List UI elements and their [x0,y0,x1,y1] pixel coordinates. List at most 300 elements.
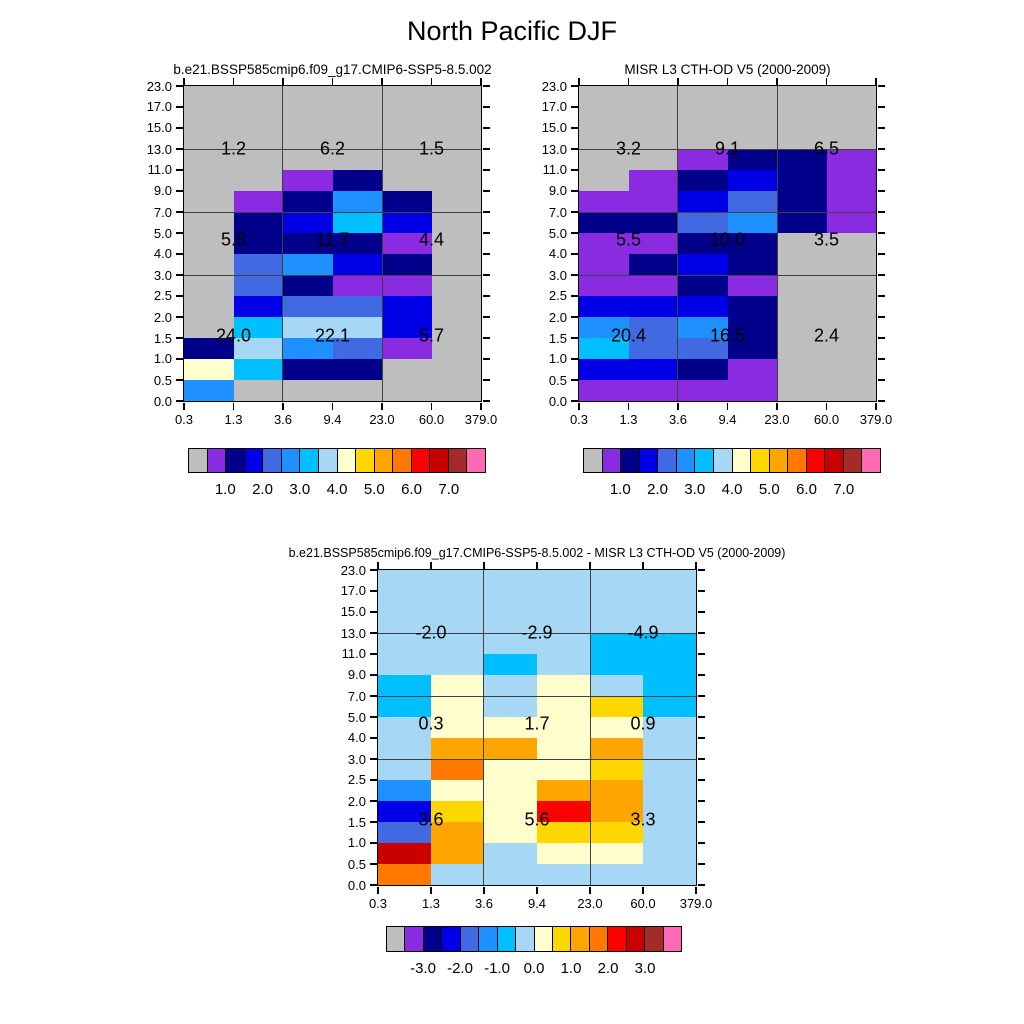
y-tick-label: 3.0 [153,267,172,283]
y-tick-label: 1.0 [153,351,172,367]
colorbar-swatch [552,927,570,951]
y-tick-mark [176,127,183,129]
panel-diff [288,546,786,911]
y-tick-label: 0.5 [153,372,172,388]
heatmap-cell [537,591,590,612]
heatmap-cell [629,296,679,317]
vertical-gridline [590,570,591,885]
y-tick-label: 11.0 [542,162,567,178]
colorbar-label: 4.0 [326,481,348,498]
y-tick-mark [176,358,183,360]
heatmap-cell [590,843,643,864]
heatmap-cell [378,675,431,696]
heatmap-cell [484,738,537,759]
colorbar-swatch [207,449,226,472]
colorbar-swatch [769,449,788,472]
colorbar-model [188,448,486,498]
y-tick-mark [370,632,377,634]
y-tick-mark [370,611,377,613]
colorbar-swatch [189,449,207,472]
colorbar-label: 5.0 [363,481,385,498]
heatmap-cell [431,570,484,591]
colorbar-label: -1.0 [484,960,510,977]
x-tick-mark [677,78,679,85]
heatmap-cell [537,843,590,864]
x-tick-label: 379.0 [464,412,498,427]
x-tick-mark [589,562,591,569]
heatmap-cell [184,254,234,275]
y-tick-label: 2.0 [153,309,172,325]
heatmap-cell [777,191,827,212]
x-tick-mark [826,78,828,85]
x-tick-mark [431,78,433,85]
heatmap-cell [432,254,482,275]
colorbar-swatch [676,449,695,472]
heatmap-cell [431,738,484,759]
heatmap-cell [431,675,484,696]
y-tick-label: 17.0 [146,99,172,115]
heatmap-cell [184,275,234,296]
heatmap-cell [643,864,696,885]
y-tick-mark [571,106,578,108]
y-tick-label: 11.0 [341,646,366,662]
overlay-value: 1.5 [418,138,445,159]
y-tick-mark [878,190,885,192]
y-tick-label: 7.0 [347,688,366,704]
colorbar-swatch [657,449,676,472]
x-tick-label: 23.0 [369,412,395,427]
colorbar-label: 7.0 [438,481,460,498]
heatmap-cell [382,191,432,212]
vertical-gridline [382,86,383,401]
y-tick-mark [483,85,490,87]
heatmap-cell [728,107,778,128]
x-tick-mark [480,403,482,410]
heatmap-cell [283,170,333,191]
y-tick-label: 1.0 [548,351,567,367]
y-tick-mark [878,106,885,108]
colorbar-label: 0.0 [523,960,545,977]
heatmap-cell [629,380,679,401]
colorbar-swatch [515,927,533,951]
heatmap-cell [432,191,482,212]
heatmap-cell [590,591,643,612]
y-tick-mark [176,295,183,297]
colorbar-swatch [732,449,751,472]
x-tick-label: 1.3 [224,412,243,427]
overlay-value: 3.5 [813,229,840,250]
horizontal-gridline [579,212,876,213]
heatmap-cell [484,591,537,612]
y-tick-mark [370,653,377,655]
heatmap-cell [184,359,234,380]
y-tick-label: 0.0 [347,877,366,893]
heatmap-cell [777,275,827,296]
overlay-value: 3.6 [418,809,444,830]
y-tick-label: 4.0 [548,246,567,262]
y-tick-mark [698,884,705,886]
heatmap-cell [234,86,284,107]
heatmap-cell [827,296,877,317]
colorbar-swatch [460,927,478,951]
y-tick-mark [571,274,578,276]
x-tick-mark [282,403,284,410]
heatmap-cell [537,864,590,885]
overlay-value: 16.5 [709,325,746,346]
heatmap-cell [234,254,284,275]
x-tick-mark [578,403,580,410]
heatmap-cell [678,254,728,275]
y-tick-mark [176,253,183,255]
y-tick-mark [878,274,885,276]
heatmap-cell [777,296,827,317]
y-tick-mark [483,295,490,297]
heatmap-cell [678,296,728,317]
colorbar-swatch [534,927,552,951]
heatmap-cell [283,275,333,296]
y-tick-mark [571,232,578,234]
y-tick-label: 5.0 [153,225,172,241]
overlay-value: 6.2 [319,138,346,159]
x-tick-label: 3.6 [273,412,293,427]
x-tick-label: 1.3 [619,412,638,427]
y-tick-mark [483,379,490,381]
y-tick-mark [176,232,183,234]
horizontal-gridline [579,275,876,276]
heatmap-cell [234,191,284,212]
heatmap-cell [382,275,432,296]
heatmap-cell [537,570,590,591]
overlay-value: 24.0 [215,325,252,346]
colorbar-swatch [337,449,356,472]
colorbar-label: 3.0 [634,960,656,977]
x-tick-mark [727,403,729,410]
heatmap-cell [728,380,778,401]
heatmap-cell [827,254,877,275]
x-tick-mark [233,403,235,410]
y-tick-mark [370,737,377,739]
heatmap-cell [728,275,778,296]
y-tick-mark [878,400,885,402]
heatmap-cell [590,780,643,801]
y-tick-label: 0.5 [347,856,366,872]
heatmap-cell [537,654,590,675]
y-tick-mark [698,674,705,676]
overlay-value: 9.1 [714,138,741,159]
colorbar-swatch [620,449,639,472]
x-tick-label: 9.4 [323,412,342,427]
heatmap-cell [643,675,696,696]
overlay-value: 20.4 [610,325,647,346]
heatmap-cell [579,107,629,128]
colorbar-diff [386,926,682,977]
heatmap-cell [643,843,696,864]
heatmap-cell [333,380,383,401]
heatmap-cell [283,380,333,401]
heatmap-cell [378,591,431,612]
y-tick-mark [698,821,705,823]
overlay-value: 6.5 [813,138,840,159]
heatmap-cell [629,254,679,275]
x-tick-label: 0.3 [569,412,589,427]
y-tick-mark [483,400,490,402]
heatmap-cell [382,380,432,401]
heatmap-cell [643,759,696,780]
heatmap-cell [378,864,431,885]
horizontal-gridline [184,212,481,213]
y-tick-mark [698,716,705,718]
y-tick-label: 11.0 [147,162,172,178]
heatmap-cell [590,654,643,675]
y-tick-mark [698,842,705,844]
y-tick-mark [698,737,705,739]
y-tick-label: 1.5 [347,814,366,830]
colorbar-swatch [570,927,588,951]
x-tick-label: 0.3 [174,412,194,427]
y-tick-mark [878,379,885,381]
y-tick-mark [571,358,578,360]
heatmap-cell [234,296,284,317]
y-tick-label: 3.0 [548,267,567,283]
y-tick-mark [698,800,705,802]
colorbar-label: 3.0 [684,481,706,498]
colorbar-swatch [225,449,244,472]
colorbar-swatch [466,449,485,472]
heatmap-cell [432,359,482,380]
y-tick-mark [483,169,490,171]
colorbar-boxes [386,926,682,952]
heatmap-cell [283,191,333,212]
y-tick-mark [483,106,490,108]
y-tick-label: 4.0 [153,246,172,262]
x-tick-label: 0.3 [368,896,388,911]
heatmap-cell [283,107,333,128]
heatmap-cell [431,864,484,885]
horizontal-gridline [378,759,696,760]
colorbar-swatch [374,449,393,472]
heatmap-cell [234,170,284,191]
y-tick-label: 7.0 [153,204,172,220]
heatmap-cell [537,759,590,780]
heatmap-cell [382,86,432,107]
y-tick-label: 2.0 [347,793,366,809]
y-tick-label: 5.0 [347,709,366,725]
heatmap-cell [484,654,537,675]
colorbar-label: 4.0 [721,481,743,498]
heatmap-cell [431,654,484,675]
y-tick-mark [878,85,885,87]
x-tick-label: 9.4 [527,896,547,911]
heatmap-cell [184,380,234,401]
overlay-value: 0.3 [418,713,444,734]
colorbar-swatch [644,927,662,951]
x-tick-label: 3.6 [668,412,688,427]
y-tick-label: 2.5 [347,772,366,788]
heatmap-cell [432,380,482,401]
y-tick-mark [483,127,490,129]
heatmap-cell [382,107,432,128]
heatmap-cell [643,738,696,759]
heatmap-cell [484,759,537,780]
overlay-value: 3.3 [630,809,656,830]
x-tick-label: 60.0 [418,412,445,427]
x-tick-mark [536,562,538,569]
y-tick-mark [176,400,183,402]
overlay-value: 5.8 [220,229,247,250]
y-tick-label: 4.0 [347,730,366,746]
y-tick-label: 17.0 [541,99,567,115]
x-tick-mark [589,887,591,894]
colorbar-swatch [861,449,880,472]
heatmap-cell [432,296,482,317]
heatmap-cell [234,107,284,128]
y-tick-mark [878,253,885,255]
y-tick-mark [370,716,377,718]
y-tick-mark [571,148,578,150]
y-tick-mark [370,821,377,823]
heatmap-diff [378,570,696,885]
y-tick-mark [483,274,490,276]
x-tick-label: 379.0 [679,896,713,911]
y-tick-mark [878,148,885,150]
x-tick-label: 1.3 [421,896,441,911]
vertical-gridline [282,86,283,401]
heatmap-cell [333,107,383,128]
x-tick-mark [183,78,185,85]
colorbar-swatch [478,927,496,951]
y-tick-label: 23.0 [146,78,172,94]
heatmap-cell [333,275,383,296]
colorbar-swatch [355,449,374,472]
heatmap-cell [378,843,431,864]
heatmap-cell [827,275,877,296]
colorbar-label: 6.0 [401,481,422,498]
heatmap-cell [777,107,827,128]
y-tick-mark [571,337,578,339]
heatmap-cell [382,296,432,317]
heatmap-cell [382,359,432,380]
y-tick-label: 2.0 [548,309,567,325]
heatmap-cell [484,675,537,696]
colorbar-boxes [583,448,881,473]
colorbar-swatch [318,449,337,472]
heatmap-cell [184,86,234,107]
y-tick-mark [483,358,490,360]
x-tick-mark [377,562,379,569]
y-tick-label: 3.0 [347,751,366,767]
y-tick-mark [698,611,705,613]
heatmap-cell [283,359,333,380]
heatmap-cell [678,170,728,191]
heatmap-cell [378,570,431,591]
y-tick-label: 7.0 [548,204,567,220]
y-tick-mark [878,316,885,318]
heatmap-cell [827,86,877,107]
heatmap-cell [777,170,827,191]
y-tick-mark [698,695,705,697]
vertical-gridline [677,86,678,401]
y-tick-label: 13.0 [146,141,172,157]
y-tick-label: 13.0 [340,625,366,641]
overlay-value: 1.2 [220,138,247,159]
x-tick-mark [282,78,284,85]
heatmap-cell [728,191,778,212]
y-tick-label: 2.5 [153,288,172,304]
panel-obs-title: MISR L3 CTH-OD V5 (2000-2009) [624,62,831,77]
x-tick-mark [695,887,697,894]
y-tick-mark [878,169,885,171]
heatmap-cell [431,843,484,864]
heatmap-cell [333,191,383,212]
colorbar-swatch [429,449,448,472]
y-tick-mark [176,148,183,150]
heatmap-cell [678,86,728,107]
y-tick-mark [176,337,183,339]
colorbar-swatch [262,449,281,472]
y-tick-mark [370,590,377,592]
x-tick-mark [381,78,383,85]
colorbar-swatch [806,449,825,472]
heatmap-cell [484,780,537,801]
heatmap-cell [629,191,679,212]
heatmap-cell [590,864,643,885]
x-tick-mark [695,562,697,569]
x-tick-mark [233,78,235,85]
y-tick-mark [571,253,578,255]
overlay-value: 5.6 [524,809,550,830]
y-tick-label: 0.5 [548,372,567,388]
heatmap-cell [431,591,484,612]
y-tick-mark [176,211,183,213]
y-tick-label: 23.0 [340,562,366,578]
y-tick-label: 1.5 [548,330,567,346]
y-tick-label: 5.0 [548,225,567,241]
heatmap-cell [629,170,679,191]
y-tick-label: 9.0 [153,183,172,199]
heatmap-cell [678,107,728,128]
heatmap-cell [579,191,629,212]
x-tick-mark [430,887,432,894]
y-tick-mark [698,569,705,571]
colorbar-swatch [639,449,658,472]
y-tick-mark [571,85,578,87]
heatmap-cell [234,359,284,380]
heatmap-cell [629,359,679,380]
x-tick-mark [332,403,334,410]
y-tick-mark [571,127,578,129]
heatmap-cell [333,170,383,191]
main-title: North Pacific DJF [406,16,618,46]
heatmap-cell [728,254,778,275]
x-tick-label: 23.0 [577,896,603,911]
heatmap-cell [728,359,778,380]
heatmap-cell [590,570,643,591]
colorbar-swatch [404,927,422,951]
x-tick-mark [183,403,185,410]
heatmap-cell [827,107,877,128]
heatmap-cell [333,359,383,380]
y-tick-label: 1.0 [347,835,366,851]
overlay-value: 4.4 [418,229,445,250]
y-tick-mark [176,85,183,87]
heatmap-cell [432,86,482,107]
heatmap-cell [590,675,643,696]
heatmap-cell [728,296,778,317]
heatmap-cell [678,275,728,296]
y-tick-mark [571,316,578,318]
heatmap-cell [537,675,590,696]
y-tick-mark [698,779,705,781]
